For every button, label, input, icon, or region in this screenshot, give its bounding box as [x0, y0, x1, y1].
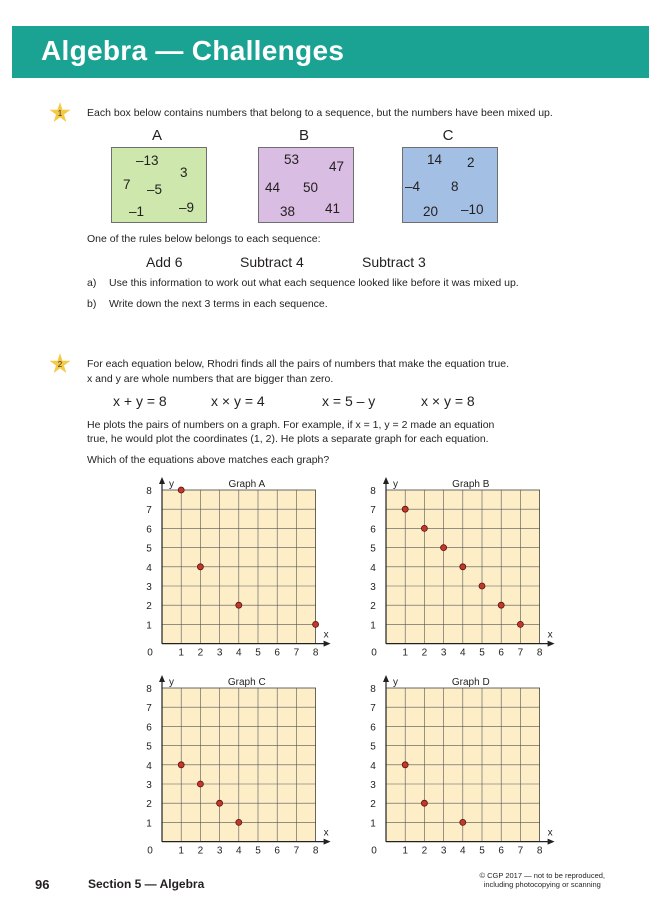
data-point: [517, 621, 523, 627]
x-axis-arrow-icon: [548, 641, 555, 647]
graph-title: Graph D: [451, 677, 490, 688]
y-axis-label: y: [169, 677, 174, 688]
graph-d: [358, 668, 553, 860]
section-name: Section 5 — Algebra: [88, 877, 205, 891]
y-tick-label: 5: [146, 741, 152, 753]
box-b-number: 53: [284, 152, 300, 167]
data-point: [441, 545, 447, 551]
data-point: [197, 564, 203, 570]
y-tick-label: 4: [146, 760, 152, 772]
y-axis-arrow-icon: [383, 675, 389, 682]
box-c-number: –4: [405, 179, 421, 194]
equation-1: x + y = 8: [113, 393, 167, 409]
y-tick-label: 8: [370, 684, 376, 695]
x-tick-label: 3: [216, 647, 223, 659]
data-point: [479, 583, 485, 589]
rule-2: Subtract 4: [240, 254, 304, 270]
y-tick-label: 4: [146, 562, 152, 574]
box-a-number: –9: [179, 200, 195, 215]
box-b-number: 44: [265, 180, 281, 195]
y-axis-arrow-icon: [383, 477, 389, 484]
data-point: [178, 487, 184, 493]
y-tick-label: 2: [370, 601, 376, 613]
box-a-number: 7: [123, 177, 131, 192]
copyright-notice: [480, 871, 605, 889]
y-tick-label: 7: [146, 703, 152, 715]
x-tick-label: 6: [274, 647, 280, 659]
x-tick-label: 1: [178, 647, 184, 659]
box-b-label: B: [298, 127, 309, 144]
box-b-number: 47: [329, 159, 345, 174]
x-tick-label: 8: [312, 845, 319, 857]
x-tick-label: 0: [371, 845, 377, 857]
y-tick-label: 3: [370, 582, 376, 593]
data-point: [236, 602, 242, 608]
x-axis-arrow-icon: [548, 839, 555, 845]
box-a-number: 3: [180, 165, 188, 180]
equation-3: x = 5 – y: [322, 393, 376, 409]
x-axis-label: x: [547, 629, 553, 641]
question-2-number: 2: [57, 360, 63, 369]
data-point: [402, 506, 408, 512]
data-point: [421, 800, 427, 806]
y-tick-label: 7: [370, 703, 376, 715]
y-tick-label: 6: [146, 722, 152, 734]
part-b-label: b): [87, 298, 97, 310]
box-b-number: 38: [280, 204, 296, 219]
x-tick-label: 8: [312, 647, 319, 659]
data-point: [460, 564, 466, 570]
x-tick-label: 2: [197, 647, 204, 659]
plot-explanation-line-2: true, he would plot the coordinates (1, 2). He plots a separate graph for each equation.: [87, 433, 489, 445]
x-tick-label: 5: [255, 845, 261, 857]
sequence-box-a: [111, 147, 207, 223]
question-1-number: 1: [57, 109, 63, 118]
x-tick-label: 6: [498, 845, 504, 857]
x-tick-label: 7: [293, 647, 300, 659]
y-tick-label: 1: [146, 818, 152, 830]
data-point: [402, 762, 408, 768]
page-title: Algebra — Challenges: [41, 35, 345, 66]
part-a-label: a): [87, 277, 97, 289]
box-a-number: –13: [136, 153, 159, 168]
x-tick-label: 3: [440, 845, 447, 857]
part-b-text: Write down the next 3 terms in each sequence.: [109, 298, 328, 310]
data-point: [236, 819, 242, 825]
x-axis-label: x: [323, 629, 329, 641]
data-point: [498, 602, 504, 608]
data-point: [313, 621, 319, 627]
data-point: [178, 762, 184, 768]
x-tick-label: 6: [498, 647, 504, 659]
y-axis-arrow-icon: [159, 675, 165, 682]
rule-3: Subtract 3: [362, 254, 426, 270]
x-tick-label: 2: [197, 845, 204, 857]
y-tick-label: 1: [370, 620, 376, 632]
graph-title: Graph C: [227, 677, 266, 688]
x-tick-label: 3: [440, 647, 447, 659]
x-tick-label: 1: [178, 845, 184, 857]
y-tick-label: 6: [370, 722, 376, 734]
x-axis-arrow-icon: [324, 641, 331, 647]
y-tick-label: 6: [146, 524, 152, 536]
equation-2: x × y = 4: [211, 393, 265, 409]
x-tick-label: 7: [517, 845, 524, 857]
y-tick-label: 4: [370, 760, 376, 772]
box-a-number: –5: [147, 182, 163, 197]
x-axis-label: x: [323, 827, 329, 839]
x-tick-label: 8: [536, 647, 543, 659]
sequence-box-b: [258, 147, 354, 223]
sequence-box-c: [402, 147, 498, 223]
rule-1: Add 6: [146, 254, 183, 270]
y-axis-arrow-icon: [159, 477, 165, 484]
x-axis-label: x: [547, 827, 553, 839]
y-tick-label: 7: [370, 505, 376, 517]
x-tick-label: 2: [421, 647, 428, 659]
y-tick-label: 3: [370, 780, 376, 791]
x-tick-label: 4: [460, 845, 466, 857]
box-c-number: 2: [467, 155, 475, 170]
x-tick-label: 1: [402, 845, 408, 857]
box-a-number: –1: [129, 204, 145, 219]
y-tick-label: 2: [146, 799, 152, 811]
graph-question: Which of the equations above matches each graph?: [87, 454, 330, 466]
data-point: [460, 819, 466, 825]
rules-intro: One of the rules below belongs to each sequence:: [87, 233, 321, 245]
data-point: [421, 525, 427, 531]
box-b-number: 41: [325, 201, 341, 216]
data-point: [197, 781, 203, 787]
graph-title: Graph B: [452, 479, 490, 490]
question-2-intro-line-2: x and y are whole numbers that are bigger than zero.: [87, 373, 334, 385]
x-tick-label: 5: [479, 845, 485, 857]
x-tick-label: 5: [479, 647, 485, 659]
y-tick-label: 5: [370, 741, 376, 753]
box-b-number: 50: [303, 180, 319, 195]
x-tick-label: 4: [236, 845, 242, 857]
y-tick-label: 8: [146, 486, 152, 497]
x-tick-label: 3: [216, 845, 223, 857]
x-tick-label: 0: [147, 647, 153, 659]
x-axis-arrow-icon: [324, 839, 331, 845]
y-axis-label: y: [393, 677, 398, 688]
y-tick-label: 2: [370, 799, 376, 811]
graph-title: Graph A: [228, 479, 266, 490]
graph-a: [134, 470, 329, 662]
question-2-intro-line-1: For each equation below, Rhodri finds all the pairs of numbers that make the equation true.: [87, 358, 509, 370]
x-tick-label: 0: [147, 845, 153, 857]
page-number: 96: [35, 877, 50, 892]
x-tick-label: 7: [293, 845, 300, 857]
box-a-label: A: [151, 127, 162, 144]
x-tick-label: 1: [402, 647, 408, 659]
x-tick-label: 4: [460, 647, 466, 659]
copyright-line-1: © CGP 2017 — not to be reproduced,: [479, 871, 605, 880]
box-c-label: C: [442, 127, 454, 144]
x-tick-label: 0: [371, 647, 377, 659]
y-tick-label: 5: [370, 543, 376, 555]
question-1-intro: Each box below contains numbers that belong to a sequence, but the numbers have been mixed up.: [87, 107, 553, 119]
y-tick-label: 3: [146, 582, 152, 593]
copyright-line-2: including photocopying or scanning: [483, 880, 601, 889]
y-tick-label: 1: [370, 818, 376, 830]
page-header: [12, 26, 649, 78]
y-tick-label: 5: [146, 543, 152, 555]
data-point: [217, 800, 223, 806]
y-tick-label: 7: [146, 505, 152, 517]
equation-4: x × y = 8: [421, 393, 475, 409]
x-tick-label: 2: [421, 845, 428, 857]
box-c-number: 8: [451, 179, 459, 194]
box-c-number: 20: [423, 204, 439, 219]
y-tick-label: 3: [146, 780, 152, 791]
part-a-text: Use this information to work out what each sequence looked like before it was mixed up.: [109, 277, 519, 289]
x-tick-label: 7: [517, 647, 524, 659]
plot-explanation-line-1: He plots the pairs of numbers on a graph. For example, if x = 1, y = 2 made an equation: [87, 419, 495, 431]
x-tick-label: 6: [274, 845, 280, 857]
y-axis-label: y: [393, 479, 398, 490]
y-tick-label: 6: [370, 524, 376, 536]
graph-b: [358, 470, 553, 662]
y-axis-label: y: [169, 479, 174, 490]
y-tick-label: 8: [146, 684, 152, 695]
x-tick-label: 8: [536, 845, 543, 857]
x-tick-label: 5: [255, 647, 261, 659]
box-c-number: –10: [461, 202, 484, 217]
box-c-number: 14: [427, 152, 443, 167]
y-tick-label: 8: [370, 486, 376, 497]
graph-c: [134, 668, 329, 860]
y-tick-label: 2: [146, 601, 152, 613]
y-tick-label: 4: [370, 562, 376, 574]
x-tick-label: 4: [236, 647, 242, 659]
y-tick-label: 1: [146, 620, 152, 632]
